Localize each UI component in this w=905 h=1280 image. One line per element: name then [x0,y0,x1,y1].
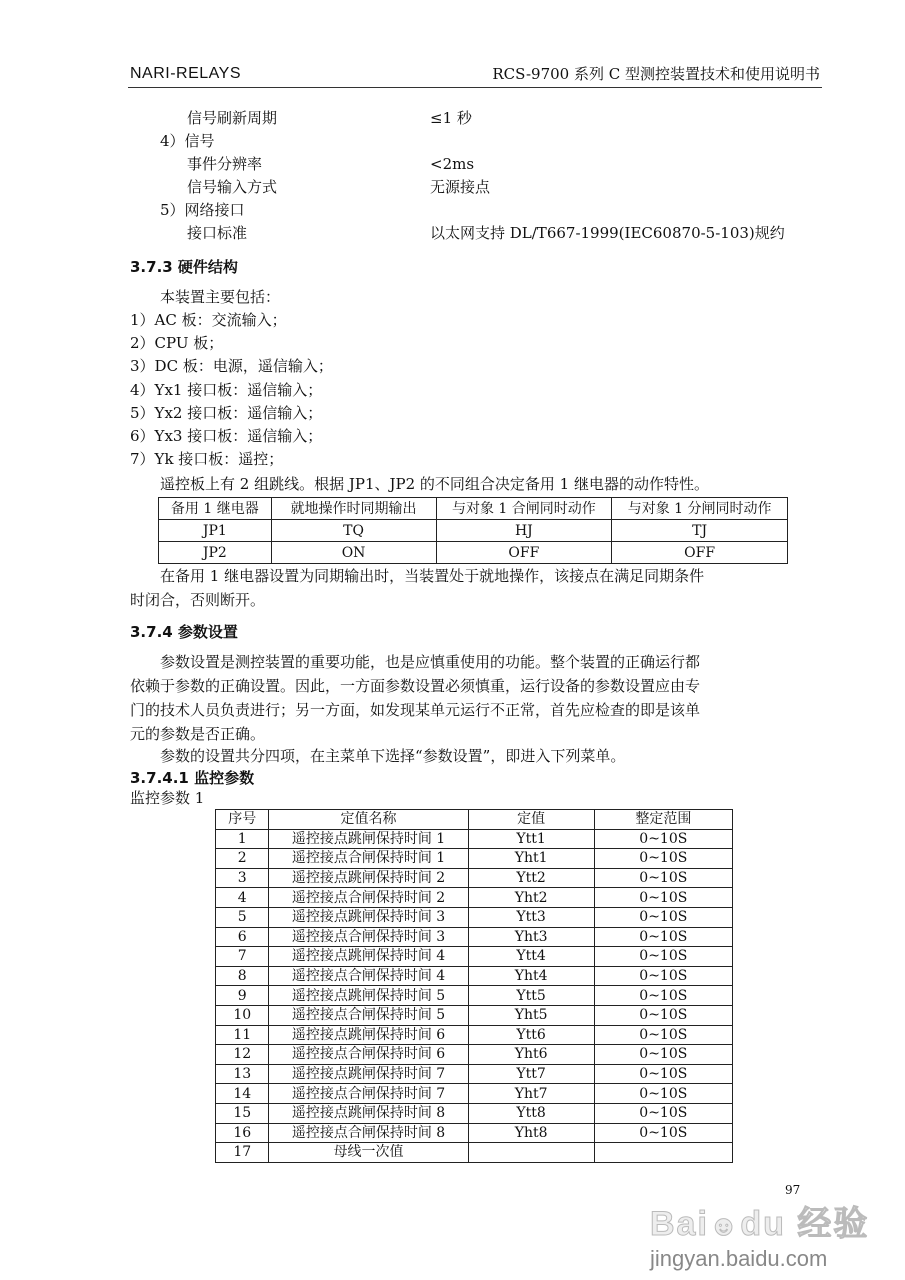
section-heading-3-7-3: 3.7.3 硬件结构 [130,258,238,276]
table-row [216,1103,733,1123]
table-cell: 0~10S [594,1064,732,1084]
table-cell: 0~10S [594,1084,732,1104]
table-cell: TQ [271,520,436,542]
spec-label: 5）网络接口 [160,201,245,219]
hardware-intro: 本装置主要包括： [160,288,281,306]
hardware-item: 7）Yk 接口板：遥控； [130,450,284,469]
watermark-url: jingyan.baidu.com [650,1246,828,1271]
table-row [216,1143,733,1163]
table-row [216,966,733,986]
table-cell: 2 [216,849,269,869]
table-cell: 遥控接点合闸保持时间 5 [269,1005,468,1025]
table-cell: 0~10S [594,1005,732,1025]
table-cell: 遥控接点合闸保持时间 7 [269,1084,468,1104]
table-caption: 监控参数 1 [130,789,205,807]
table-cell: 定值名称 [269,810,468,830]
table-row [216,868,733,888]
spec-value: 以太网支持 DL/T667-1999(IEC60870-5-103)规约 [430,224,785,242]
header-brand: NARI-RELAYS [130,65,242,82]
table-cell [594,1143,732,1163]
table-cell: 遥控接点跳闸保持时间 3 [269,907,468,927]
table-row [159,542,788,564]
paragraph-line: 时闭合，否则断开。 [130,591,266,609]
hardware-item: 2）CPU 板； [130,334,224,353]
table-cell: Yht5 [468,1005,594,1025]
table-cell: 16 [216,1123,269,1143]
table-cell: 遥控接点合闸保持时间 1 [269,849,468,869]
table-cell: 遥控接点合闸保持时间 2 [269,888,468,908]
table-cell: 与对象 1 分闸同时动作 [612,498,788,520]
table-cell: Ytt6 [468,1025,594,1045]
hardware-item: 4）Yx1 接口板：遥信输入； [130,380,323,399]
table-cell: 遥控接点合闸保持时间 6 [269,1045,468,1065]
table-cell: Yht1 [468,849,594,869]
table-cell: 13 [216,1064,269,1084]
table-cell: 10 [216,1005,269,1025]
table-cell: 7 [216,947,269,967]
table-cell: 9 [216,986,269,1006]
paragraph-line: 在备用 1 继电器设置为同期输出时，当装置处于就地操作，该接点在满足同期条件 [160,567,705,585]
spec-label: 事件分辨率 [187,155,263,173]
table-cell: 0~10S [594,966,732,986]
table-cell: 0~10S [594,1103,732,1123]
table-cell: 定值 [468,810,594,830]
table-cell: OFF [436,542,612,564]
table-row [216,888,733,908]
table-cell: 0~10S [594,868,732,888]
paragraph-line: 参数设置是测控装置的重要功能，也是应慎重使用的功能。整个装置的正确运行都 [160,653,701,671]
table-cell: HJ [436,520,612,542]
table-cell: OFF [612,542,788,564]
paragraph-line: 门的技术人员负责进行；另一方面，如发现某单元运行不正常，首先应检查的即是该单 [130,701,701,719]
table-cell: 遥控接点合闸保持时间 8 [269,1123,468,1143]
table-cell: 0~10S [594,1025,732,1045]
table-cell: 14 [216,1084,269,1104]
table-row [216,947,733,967]
table-row [216,1025,733,1045]
paragraph-line: 元的参数是否正确。 [130,725,266,743]
table-cell: JP1 [159,520,272,542]
table-header-row [216,810,733,830]
hardware-item: 6）Yx3 接口板：遥信输入； [130,427,323,445]
table-row [216,927,733,947]
table-cell: Yht7 [468,1084,594,1104]
table-row [216,907,733,927]
paragraph-line: 参数的设置共分四项，在主菜单下选择“参数设置”，即进入下列菜单。 [160,747,626,765]
jumper-table [158,497,788,564]
table-cell: 4 [216,888,269,908]
table-cell: 整定范围 [594,810,732,830]
table-cell: 0~10S [594,986,732,1006]
table-row [216,1123,733,1143]
table-cell: JP2 [159,542,272,564]
table-cell: TJ [612,520,788,542]
table-cell: Yht6 [468,1045,594,1065]
table-cell: 遥控接点跳闸保持时间 5 [269,986,468,1006]
table-cell: 0~10S [594,1123,732,1143]
table-cell: 遥控接点跳闸保持时间 6 [269,1025,468,1045]
table-row [216,986,733,1006]
table-cell: 3 [216,868,269,888]
table-cell: 遥控接点跳闸保持时间 7 [269,1064,468,1084]
spec-label: 接口标准 [187,224,248,242]
table-row [216,1064,733,1084]
spec-value: ≤1 秒 [430,109,472,127]
table-cell: 0~10S [594,927,732,947]
table-cell: 与对象 1 合闸同时动作 [436,498,612,520]
table-cell: 0~10S [594,1045,732,1065]
table-cell: 遥控接点跳闸保持时间 4 [269,947,468,967]
table-cell: Yht3 [468,927,594,947]
table-cell: 0~10S [594,849,732,869]
spec-value: <2ms [430,155,475,173]
table-cell: 0~10S [594,888,732,908]
spec-value: 无源接点 [430,178,491,196]
table-cell: 11 [216,1025,269,1045]
hardware-item: 3）DC 板：电源，遥信输入； [130,357,333,376]
table-cell: 备用 1 继电器 [159,498,272,520]
section-heading-3-7-4: 3.7.4 参数设置 [130,623,238,641]
table-cell: 母线一次值 [269,1143,468,1163]
spec-label: 信号输入方式 [187,178,278,196]
paragraph-line: 依赖于参数的正确设置。因此，一方面参数设置必须慎重，运行设备的参数设置应由专 [130,677,701,695]
spec-label: 4）信号 [160,132,215,150]
table-row [216,1045,733,1065]
table-cell: 就地操作时同期输出 [271,498,436,520]
table-cell: 遥控接点跳闸保持时间 1 [269,829,468,849]
table-row [216,849,733,869]
watermark-logo: Bai☻du 经验 [650,1205,870,1243]
table-cell: 遥控接点合闸保持时间 3 [269,927,468,947]
table-cell: Yht4 [468,966,594,986]
hardware-item: 5）Yx2 接口板：遥信输入； [130,403,323,422]
header-title: RCS-9700 系列 C 型测控装置技术和使用说明书 [492,65,820,83]
table-cell: 15 [216,1103,269,1123]
table-cell: Ytt3 [468,907,594,927]
table-cell: 遥控接点跳闸保持时间 2 [269,868,468,888]
table-cell: 0~10S [594,829,732,849]
table-cell: 6 [216,927,269,947]
table-row [216,1005,733,1025]
table-header-row [159,498,788,520]
spec-label: 信号刷新周期 [187,109,278,127]
page-number: 97 [785,1183,801,1197]
table-cell: 遥控接点合闸保持时间 4 [269,966,468,986]
section-heading-3-7-4-1: 3.7.4.1 监控参数 [130,769,255,787]
table-cell: 5 [216,907,269,927]
table-cell: 0~10S [594,947,732,967]
table-cell: 0~10S [594,907,732,927]
table-cell: Ytt4 [468,947,594,967]
table-cell: Yht2 [468,888,594,908]
jumper-text: 遥控板上有 2 组跳线。根据 JP1、JP2 的不同组合决定备用 1 继电器的动作特性。 [160,475,709,493]
monitor-params-table [215,809,733,1163]
table-cell: Ytt1 [468,829,594,849]
table-row [216,1084,733,1104]
hardware-item: 1）AC 板：交流输入； [130,311,287,329]
table-cell: Yht8 [468,1123,594,1143]
table-cell [468,1143,594,1163]
table-cell: 1 [216,829,269,849]
table-cell: Ytt2 [468,868,594,888]
table-cell: 遥控接点跳闸保持时间 8 [269,1103,468,1123]
table-cell: Ytt7 [468,1064,594,1084]
header-divider [128,87,822,88]
table-row [159,520,788,542]
baidu-watermark [650,1204,869,1272]
table-cell: 8 [216,966,269,986]
table-cell: Ytt5 [468,986,594,1006]
table-cell: 12 [216,1045,269,1065]
table-row [216,829,733,849]
table-cell: Ytt8 [468,1103,594,1123]
table-cell: ON [271,542,436,564]
table-cell: 序号 [216,810,269,830]
table-cell: 17 [216,1143,269,1163]
